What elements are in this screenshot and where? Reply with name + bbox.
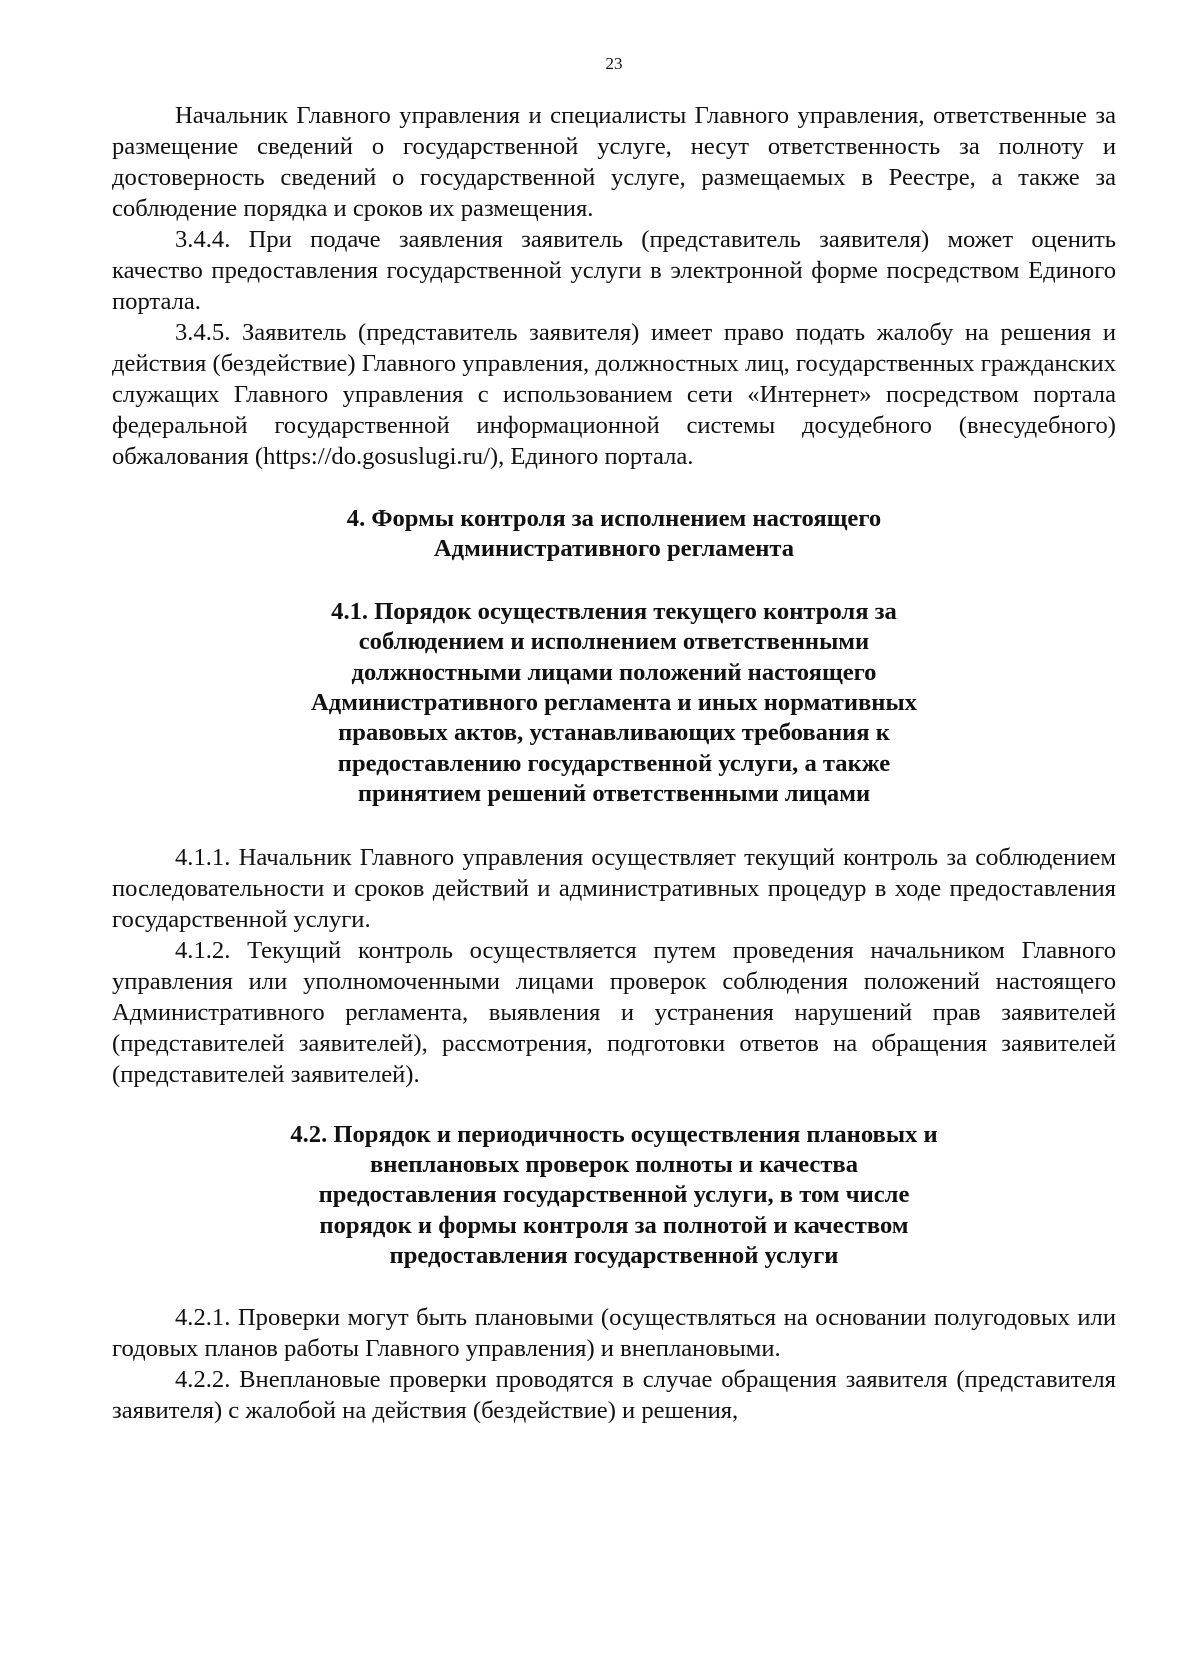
paragraph: 4.1.1. Начальник Главного управления осуществляет текущий контроль за соблюдением последовательности и сроков действий и административных процедур в ходе предоставления государственной услуги. [112,843,1116,933]
paragraph: 4.1.2. Текущий контроль осуществляется путем проведения начальником Главного управления или уполномоченными лицами проверок соблюдения положений настоящего Административного регламента, выявления и устранения нарушений прав заявителей (представителей заявителей), рассмотрения, подготовки ответов на обращения заявителей (представителей заявителей). [112,936,1116,1088]
page-number: 23 [605,54,623,73]
paragraph: 4.2.2. Внеплановые проверки проводятся в случае обращения заявителя (представителя заявителя) с жалобой на действия (бездействие) и решения, [112,1365,1116,1424]
paragraph: 4.2.1. Проверки могут быть плановыми (осуществляться на основании полугодовых или годовых планов работы Главного управления) и внеплановыми. [112,1303,1116,1362]
section-heading-4-1: 4.1. Порядок осуществления текущего контроля за соблюдением и исполнением ответственными должностными лицами положений настоящего Административного регламента и иных нормативных правовых актов, устанавливающих требования к предоставлению государственной услуги, а также принятием решений ответственными лицами [311,597,917,808]
paragraph: 3.4.4. При подаче заявления заявитель (представитель заявителя) может оценить качество предоставления государственной услуги в электронной форме посредством Единого портала. [112,226,1116,315]
paragraph: 3.4.5. Заявитель (представитель заявителя) имеет право подать жалобу на решения и действия (бездействие) Главного управления, должностных лиц, государственных гражданских служащих Главного управления с использованием сети «Интернет» посредством портала федеральной государственной информационной системы досудебного (внесудебного) обжалования (https://do.gosuslugi.ru/), Единого портала. [112,319,1116,470]
section-heading-4-2: 4.2. Порядок и периодичность осуществления плановых и внеплановых проверок полноты и качества предоставления государственной услуги, в том числе порядок и формы контроля за полнотой и качеством предоставления государственной услуги [290,1120,938,1270]
paragraph: Начальник Главного управления и специалисты Главного управления, ответственные за размещение сведений о государственной услуге, несут ответственность за полноту и достоверность сведений о государственной услуге, размещаемых в Реестре, а также за соблюдение порядка и сроков их размещения. [112,102,1116,222]
section-heading-4: 4. Формы контроля за исполнением настоящего Административного регламента [346,505,882,563]
document-body [112,100,1116,1426]
